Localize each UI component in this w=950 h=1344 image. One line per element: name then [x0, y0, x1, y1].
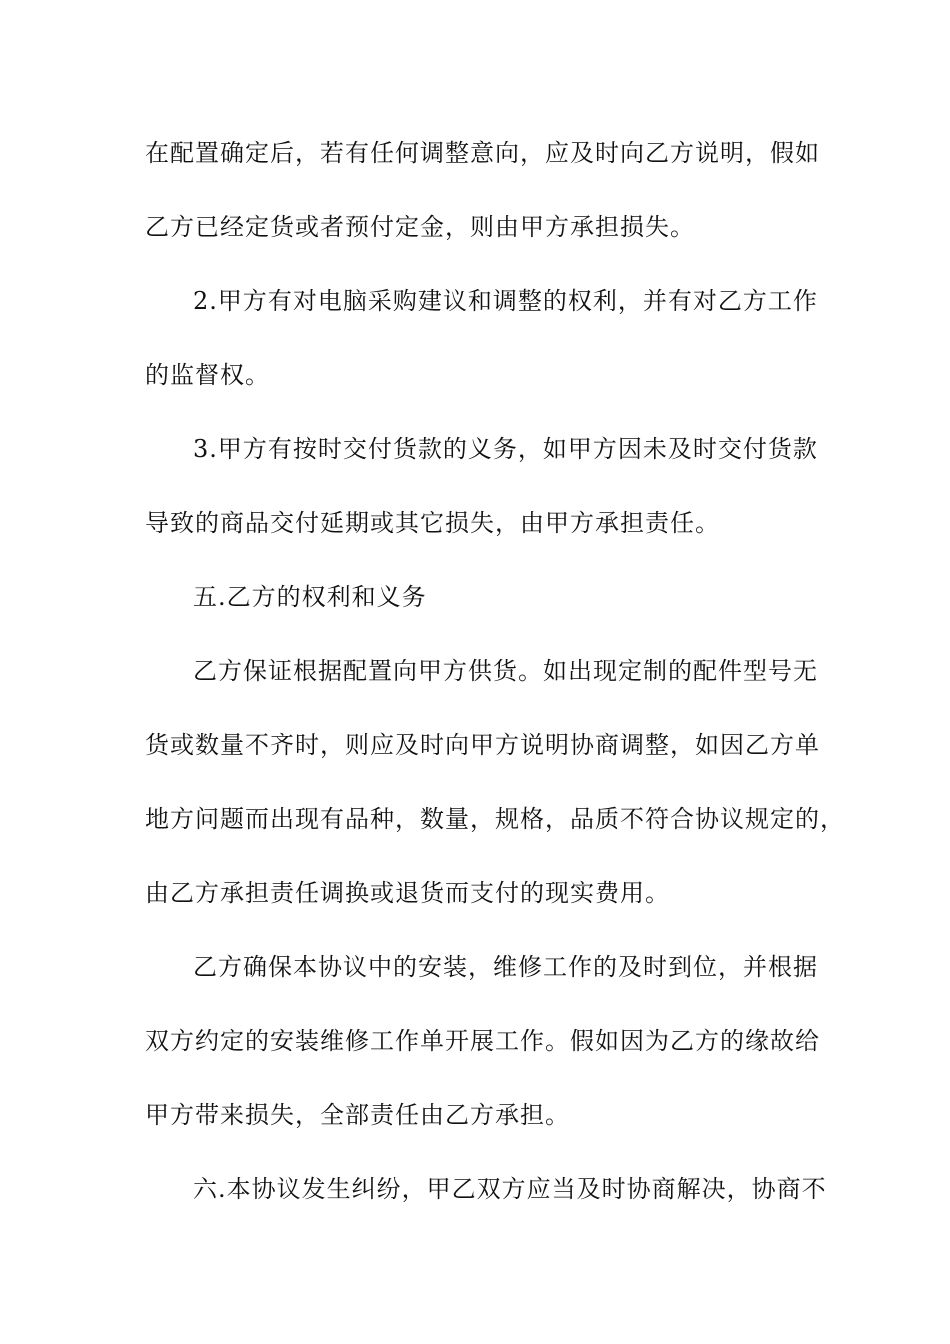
- text-line-10: 地方问题而出现有品种，数量，规格，品质不符合协议规定的，: [145, 805, 845, 833]
- text-line-13: 双方约定的安装维修工作单开展工作。假如因为乙方的缘故给: [145, 1027, 820, 1055]
- text-line-4: 的监督权。: [145, 361, 270, 389]
- text-line-3: 2.甲方有对电脑采购建议和调整的权利，并有对乙方工作: [193, 287, 818, 315]
- text-line-9: 货或数量不齐时，则应及时向甲方说明协商调整，如因乙方单: [145, 731, 820, 759]
- text-line-14: 甲方带来损失，全部责任由乙方承担。: [145, 1101, 570, 1129]
- text-line-5: 3.甲方有按时交付货款的义务，如甲方因未及时交付货款: [193, 435, 818, 463]
- section-heading-5: 五.乙方的权利和义务: [193, 583, 427, 611]
- text-line-12: 乙方确保本协议中的安装，维修工作的及时到位，并根据: [193, 953, 818, 981]
- text-line-8: 乙方保证根据配置向甲方供货。如出现定制的配件型号无: [193, 657, 818, 685]
- section-heading-6: 六.本协议发生纠纷，甲乙双方应当及时协商解决，协商不: [193, 1175, 827, 1203]
- text-line-2: 乙方已经定货或者预付定金，则由甲方承担损失。: [145, 213, 695, 241]
- text-line-1: 在配置确定后，若有任何调整意向，应及时向乙方说明，假如: [145, 139, 820, 167]
- text-line-11: 由乙方承担责任调换或退货而支付的现实费用。: [145, 879, 670, 907]
- document-body: [145, 123, 845, 1233]
- text-line-6: 导致的商品交付延期或其它损失，由甲方承担责任。: [145, 509, 720, 537]
